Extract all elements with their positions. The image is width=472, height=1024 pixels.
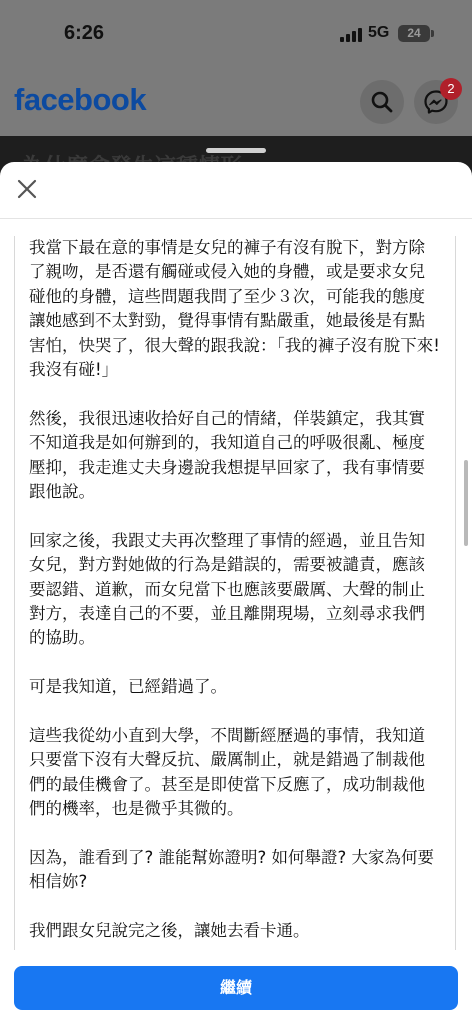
- article-paragraph: 然後，我很迅速收拾好自己的情緒，佯裝鎮定，我其實不知道我是如何辦到的，我知道自己的呼吸很亂、極度壓抑，我走進丈夫身邊說我想提早回家了，我有事情要跟他說。: [29, 408, 425, 502]
- sheet-divider: [0, 218, 472, 219]
- search-button[interactable]: [360, 80, 404, 124]
- status-time: 6:26: [64, 22, 105, 44]
- app-header: [0, 68, 472, 136]
- facebook-logo: facebook: [14, 82, 147, 117]
- article-sheet: [0, 162, 472, 1024]
- article-paragraph: 我當下最在意的事情是女兒的褲子有沒有脫下，對方除了親吻，是否還有觸碰或侵入她的身體，或是要求女兒碰他的身體，這些問題我問了至少３次，可能我的態度讓她感到不太對勁，覺得事情有點嚴重，她最後是有點害怕，快哭了，很大聲的跟我說：「我的褲子沒有脫下來!我沒有碰!」: [29, 238, 440, 380]
- continue-button[interactable]: 繼續: [14, 966, 458, 1010]
- network-type: 5G: [368, 24, 390, 41]
- battery-tip: [431, 30, 434, 37]
- close-icon: [16, 178, 38, 200]
- scrollbar-thumb[interactable]: [464, 460, 468, 546]
- article-paragraph: 可是我知道，已經錯過了。: [29, 677, 227, 697]
- article-paragraph: 回家之後，我跟丈夫再次整理了事情的經過，並且告知女兒，對方對她做的行為是錯誤的，需要被譴責，應該要認錯、道歉，而女兒當下也應該要嚴厲、大聲的制止對方，表達自己的不要，並且離開現場，立刻尋求我們的協助。: [29, 530, 425, 648]
- article-body[interactable]: [14, 236, 456, 950]
- status-bar: [0, 0, 472, 68]
- messenger-badge: 2: [440, 78, 462, 100]
- search-icon: [370, 90, 394, 114]
- battery-icon: 24: [398, 25, 430, 42]
- article-paragraph: 我們跟女兒說完之後，讓她去看卡通。: [29, 921, 310, 941]
- sheet-grabber-handle[interactable]: [206, 148, 266, 153]
- article-paragraph: 這些我從幼小直到大學，不間斷經歷過的事情，我知道只要當下沒有大聲反抗、嚴厲制止，就是錯過了制裁他們的最佳機會了。甚至是即使當下反應了，成功制裁他們的機率，也是微乎其微的。: [29, 726, 425, 819]
- article-paragraph: 因為，誰看到了? 誰能幫妳證明? 如何舉證? 大家為何要相信妳?: [29, 848, 435, 892]
- close-button[interactable]: [12, 174, 42, 204]
- cellular-signal-icon: [340, 28, 362, 42]
